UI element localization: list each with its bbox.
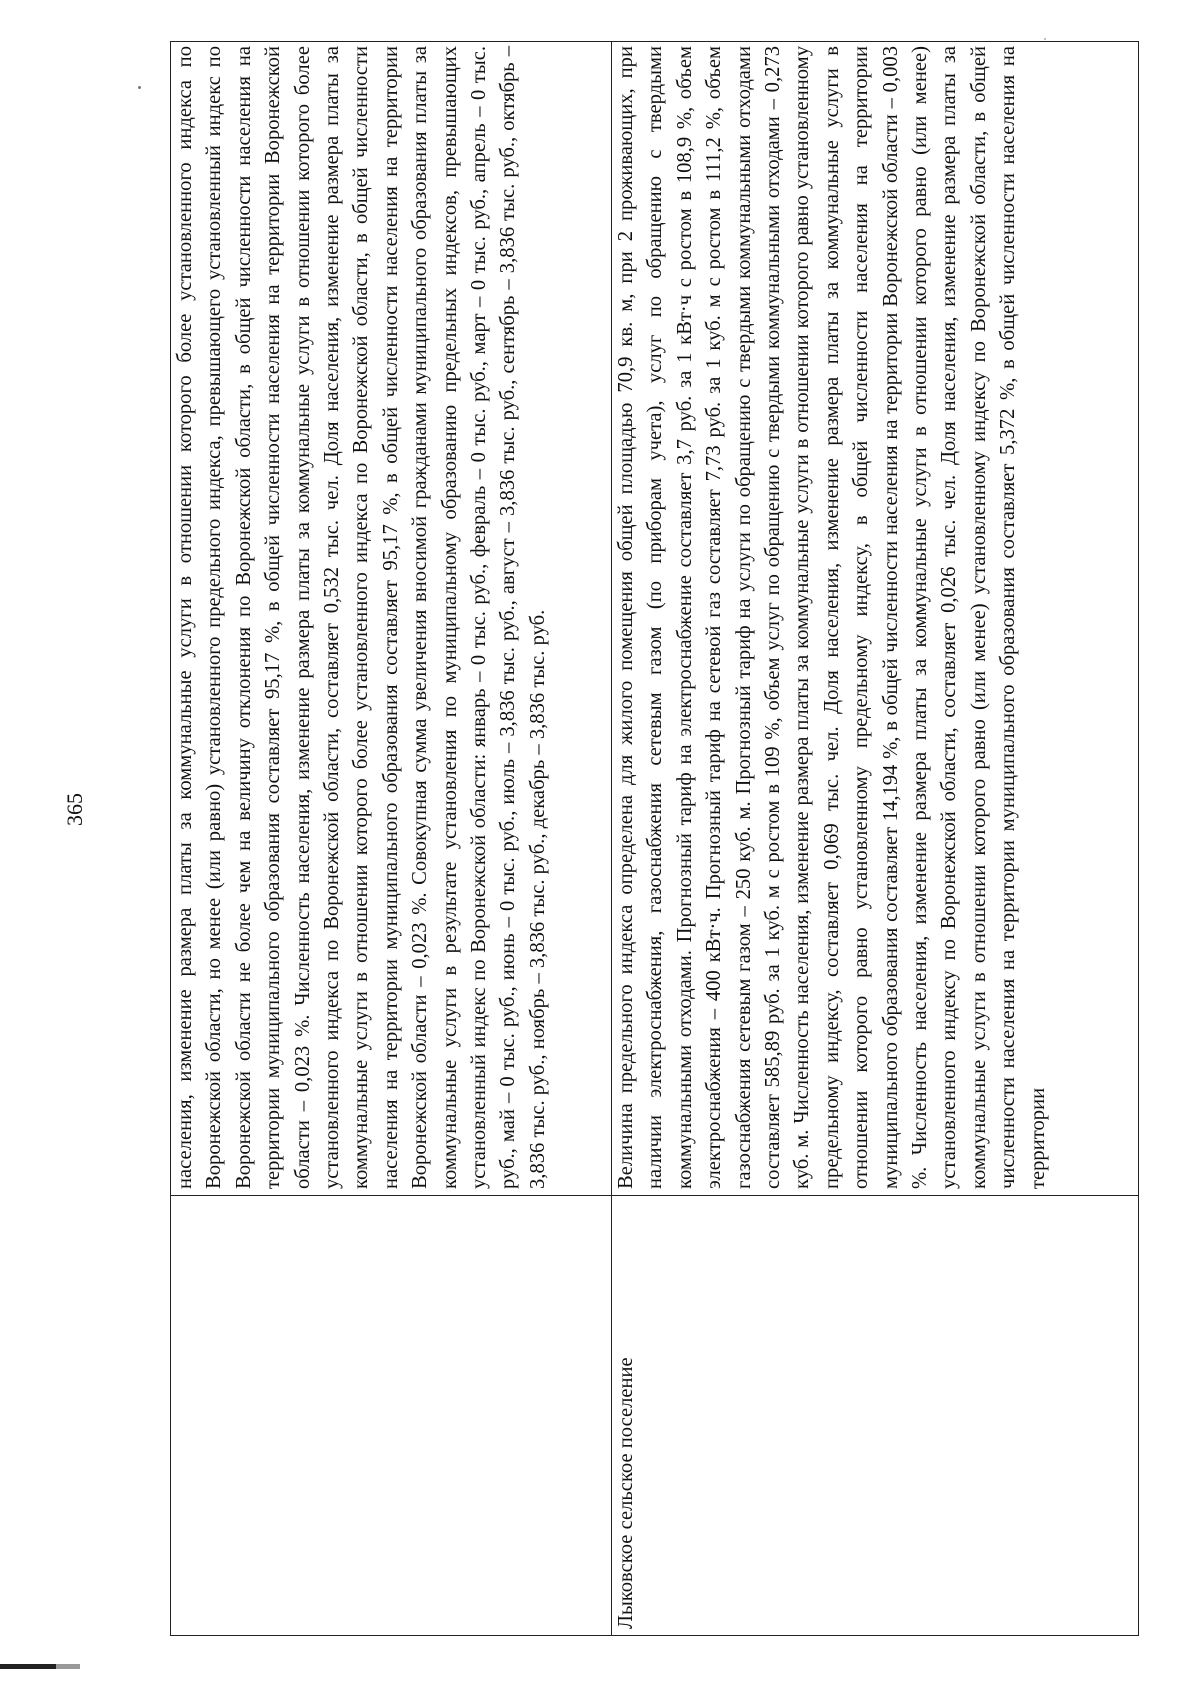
scan-speck: [1044, 38, 1046, 40]
scan-edge-mark: [0, 1664, 80, 1669]
description-text: населения, изменение размера платы за коммунальные услуги в отношении которого более установленного индекса по Воронежской области, но менее (или равно) установленного предельного индекса, превышающего установленный индекс по Воронежской области не более чем на величину отклонения по Воронежской области, в общей численности населения на территории муниципального образования составляет 95,17 %, в общей численности населения на территории Воронежской области – 0,023 %. Численность населения, изменение размера платы за коммунальные услуги в отношении которого более установленного индекса по Воронежской области, составляет 0,532 тыс. чел. Доля населения, изменение размера платы за коммунальные услуги в отношении которого более установленного индекса по Воронежской области, в общей численности населения на территории муниципального образования составляет 95,17 %, в общей численности населения на территории Воронежской области – 0,023 %. Совокупная сумма увеличения вносимой гражданами муниципального образования платы за коммунальные услуги в результате установления по муниципальному образованию предельных индексов, превышающих установленный индекс по Воронежской области: январь – 0 тыс. руб., февраль – 0 тыс. руб., март – 0 тыс. руб., апрель – 0 тыс. руб., май – 0 тыс. руб., июнь – 0 тыс. руб., июль – 3,836 тыс. руб., август – 3,836 тыс. руб., сентябрь – 3,836 тыс. руб., октябрь – 3,836 тыс. руб., ноябрь – 3,836 тыс. руб., декабрь – 3,836 тыс. руб.: [174, 46, 549, 1189]
table-row: [612, 42, 1139, 1636]
scan-speck: [138, 86, 141, 89]
description-cell: [171, 42, 612, 1196]
document-table: [170, 41, 1139, 1636]
description-cell: [612, 42, 1139, 1196]
rotated-page-content: [170, 42, 1140, 1636]
description-text: Величина предельного индекса определена для жилого помещения общей площадью 70,9 кв. м, при 2 проживающих, при наличии электроснабжения, газоснабжения сетевым газом (по приборам учета), услуг по обращению с твердыми коммунальными отходами. Прогнозный тариф на электроснабжение составляет 3,7 руб. за 1 кВт·ч с ростом в 108,9 %, объем электроснабжения – 400 кВт·ч. Прогнозный тариф на сетевой газ составляет 7,73 руб. за 1 куб. м с ростом в 111,2 %, объем газоснабжения сетевым газом – 250 куб. м. Прогнозный тариф на услуги по обращению с твердыми коммунальными отходами составляет 585,89 руб. за 1 куб. м с ростом в 109 %, объем услуг по обращению с твердыми коммунальными отходами – 0,273 куб. м. Численность населения, изменение размера платы за коммунальные услуги в отношении которого равно установленному предельному индексу, составляет 0,069 тыс. чел. Доля населения, изменение размера платы за коммунальные услуги в отношении которого равно установленному предельному индексу, в общей численности населения на территории муниципального образования составляет 14,194 %, в общей численности населения на территории Воронежской области – 0,003 %. Численность населения, изменение размера платы за коммунальные услуги в отношении которого равно (или менее) установленного индексу по Воронежской области, составляет 0,026 тыс. чел. Доля населения, изменение размера платы за коммунальные услуги в отношении которого равно (или менее) установленному индексу по Воронежской области, в общей численности населения на территории муниципального образования составляет 5,372 %, в общей численности населения на территории: [615, 46, 1049, 1189]
municipality-name-cell: [171, 1196, 612, 1636]
table-row: [171, 42, 612, 1636]
page-number: 365: [62, 793, 87, 826]
municipality-name: Лыковское сельское поселение: [615, 1357, 637, 1629]
municipality-name-cell: [612, 1196, 1139, 1636]
